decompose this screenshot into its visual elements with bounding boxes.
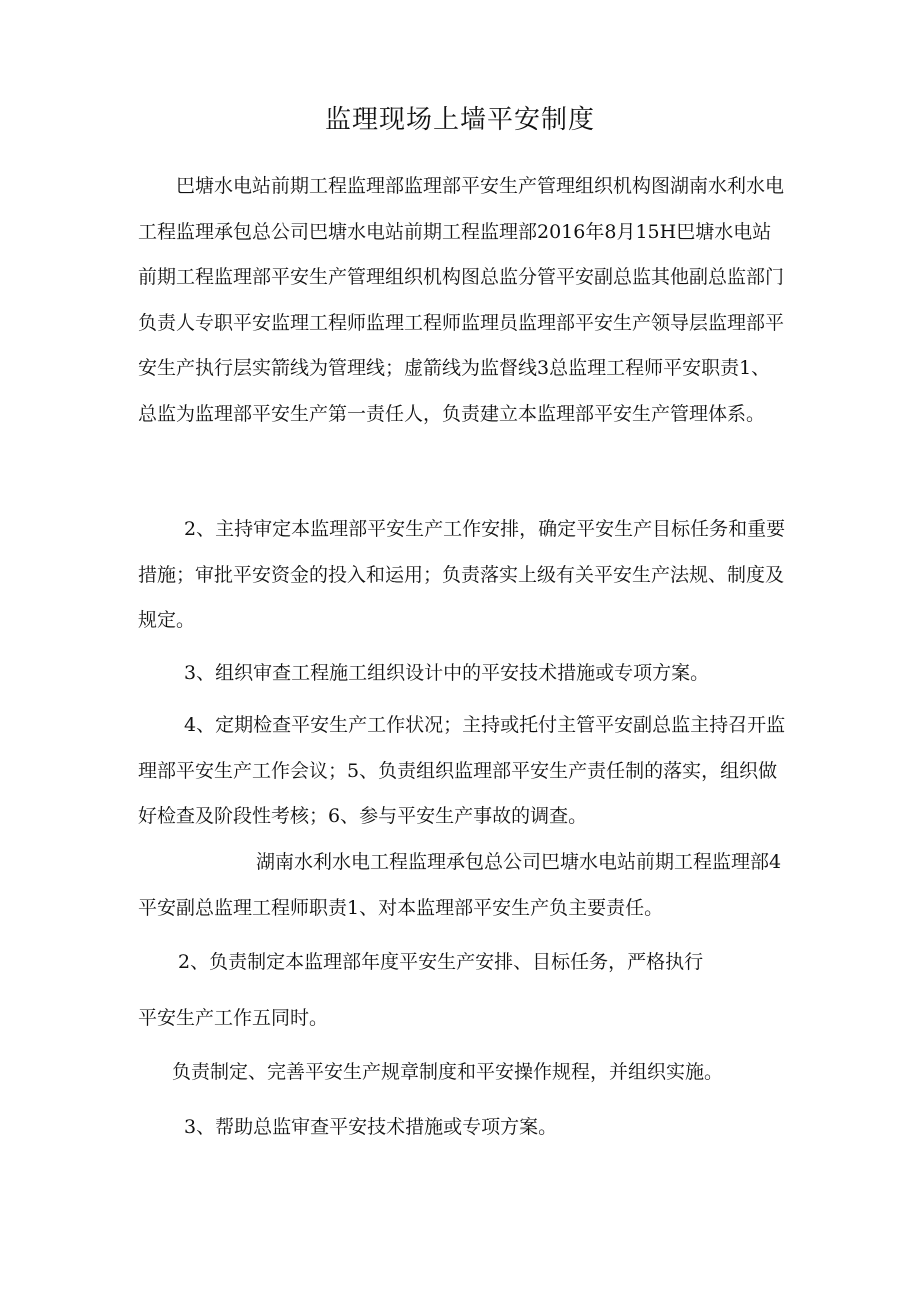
paragraph-deputy-duty-1: 湖南水利水电工程监理承包总公司巴塘水电站前期工程监理部4平安副总监理工程师职责1、对本监理部平安生产负主要责任。 bbox=[138, 851, 782, 919]
paragraph-duty-3: 3、组织审查工程施工组织设计中的平安技术措施或专项方案。 bbox=[184, 662, 710, 684]
paragraph-duty-2: 2、主持审定本监理部平安生产工作安排，确定平安生产目标任务和重要措施；审批平安资金的投入和运用；负责落实上级有关平安生产法规、制度及规定。 bbox=[138, 518, 786, 631]
paragraph-deputy-duty-2-cont: 平安生产工作五同时。 bbox=[138, 1007, 329, 1029]
paragraph-deputy-duty-3: 3、帮助总监审查平安技术措施或专项方案。 bbox=[184, 1116, 558, 1138]
document-title: 监理现场上墙平安制度 bbox=[324, 105, 595, 135]
paragraph-org-structure: 巴塘水电站前期工程监理部监理部平安生产管理组织机构图湖南水利水电工程监理承包总公司巴塘水电站前期工程监理部2016年8月15H巴塘水电站前期工程监理部平安生产管理组织机构图总监分管平安副总监其他副总监部门负责人专职平安监理工程师监理工程师监理员监理部平安生产领导层监理部平安生产执行层实箭线为管理线；虚箭线为监督线3总监理工程师平安职责1、总监为监理部平安生产第一责任人，负责建立本监理部平安生产管理体系。 bbox=[138, 175, 785, 425]
paragraph-duty-4: 4、定期检查平安生产工作状况；主持或托付主管平安副总监主持召开监理部平安生产工作会议；5、负责组织监理部平安生产责任制的落实，组织做好检查及阶段性考核；6、参与平安生产事故的调查。 bbox=[138, 714, 786, 827]
paragraph-rules: 负责制定、完善平安生产规章制度和平安操作规程，并组织实施。 bbox=[172, 1061, 724, 1083]
paragraph-deputy-duty-2: 2、负责制定本监理部年度平安生产安排、目标任务，严格执行 bbox=[178, 951, 704, 973]
